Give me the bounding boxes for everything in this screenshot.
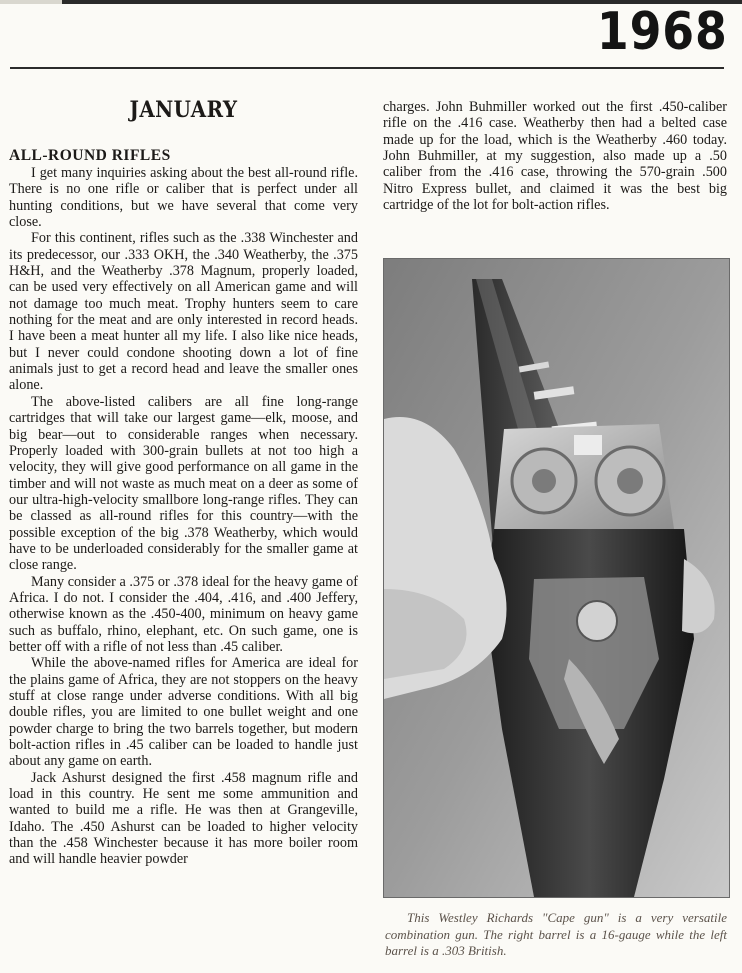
paragraph-2: For this continent, rifles such as the .338 Winchester and its predecessor, our .333 OKH, the .340 Weatherby, the .375 H&H, and the Weatherby .378 Magnum, properly loaded, can be used very effectively on all American game and will not damage too much meat. Trophy hunters seem to care nothing for the meat and are only interested in record heads. I have been a meat hunter all my life. I also like nice heads, but I never could condone shooting down a lot of fine animals just to get a record head and leave the smaller ones alone. <box>9 230 358 394</box>
photo-caption: This Westley Richards "Cape gun" is a very versatile combination gun. The right barrel is a 16-gauge while the left barrel is a .303 British. <box>385 910 727 958</box>
paragraph-3: The above-listed calibers are all fine long-range cartridges that will take our largest game—elk, moose, and big bear—out to considerable ranges when necessary. Properly loaded with 300-grain bullets at not too high a velocity, they will give good performance on all game in the timber and will not waste as much meat on a deer as some of our ultra-high-velocity smallbore long-range rifles. They can be classed as all-round rifles for this country—with the possible exception of the big .378 Weatherby, which would have to be underloaded considerably for the smaller game at close range. <box>9 393 358 574</box>
year-heading: 1968 <box>597 2 728 62</box>
paragraph-continued: charges. John Buhmiller worked out the first .450-caliber rifle on the .416 case. Weatherby then had a belted case made up for the load, which is the Weatherby .460 today. John Buhmiller, at my suggestion, also made up a .50 caliber from the .416 case, throwing the 570-grain .500 Nitro Express bullet, and claimed it was the best big cartridge of the lot for bolt-action rifles. <box>383 99 727 214</box>
paragraph-5: While the above-named rifles for America are ideal for the plains game of Africa, they are not stoppers on the heavy stuff at close range under adverse conditions. With all big double rifles, you are limited to one bullet weight and one powder charge to bring the two barrels together, but modern bolt-action rifles in .45 caliber can be loaded to handle just about any game on earth. <box>9 655 358 770</box>
section-heading: ALL-ROUND RIFLES <box>9 147 171 164</box>
header-rule <box>10 67 724 69</box>
shotgun-photo <box>383 258 730 898</box>
month-heading: JANUARY <box>129 97 238 123</box>
paragraph-1: I get many inquiries asking about the best all-round rifle. There is no one rifle or caliber that is perfect under all hunting conditions, but we have several that come very close. <box>9 165 358 231</box>
shotgun-illustration <box>384 259 729 897</box>
left-column <box>9 97 358 868</box>
paragraph-6: Jack Ashurst designed the first .458 magnum rifle and load in this country. He sent me some ammunition and wanted to build me a rifle. He was then at Grangeville, Idaho. The .450 Ashurst can be loaded to higher velocity than the .458 Winchester because it has more boiler room and will handle heavier powder <box>9 769 358 868</box>
paragraph-4: Many consider a .375 or .378 ideal for the heavy game of Africa. I do not. I consider the .404, .416, and .400 Jeffery, otherwise known as the .450-400, minimum on heavy game such as buffalo, rhino, elephant, etc. On such game, one is better off with a rifle of not less than .45 caliber. <box>9 573 358 655</box>
right-column <box>383 99 727 213</box>
top-border-tab <box>0 0 62 4</box>
